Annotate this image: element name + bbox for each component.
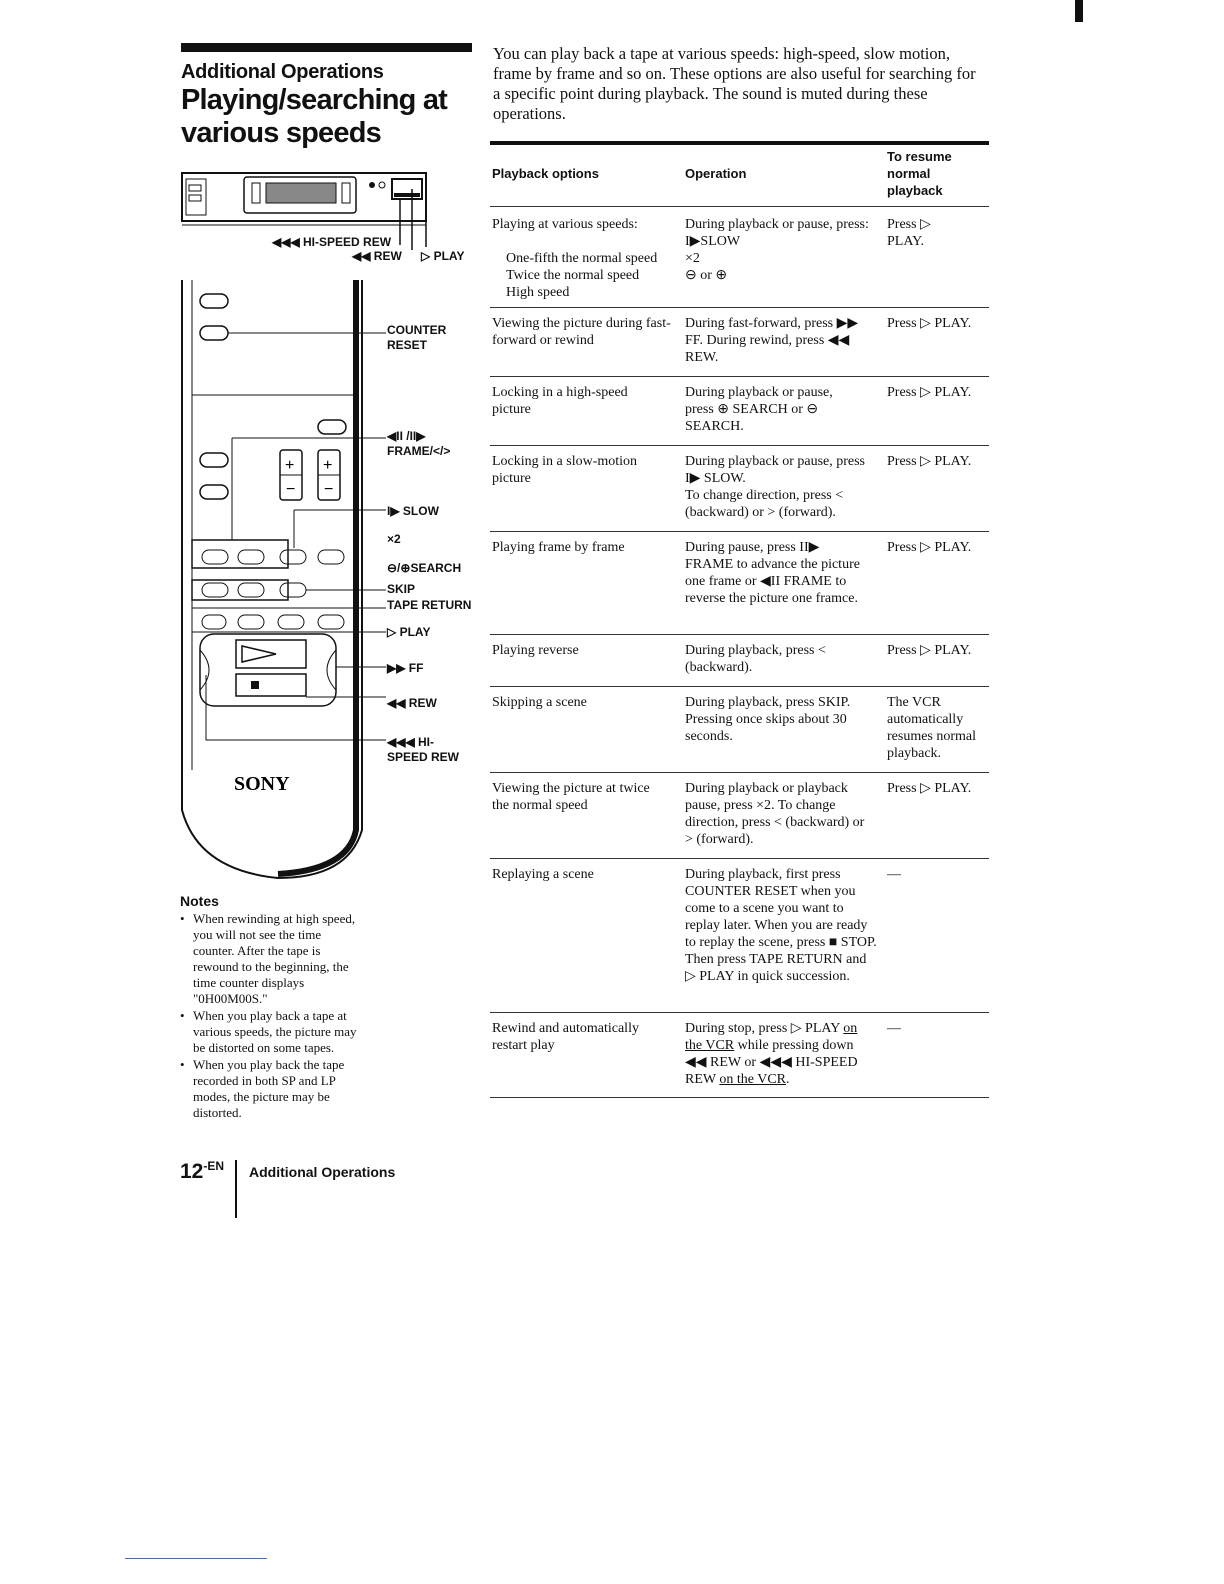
label-ff: ▶▶ FF <box>387 661 424 675</box>
page-edge-mark <box>1075 0 1083 22</box>
table-row <box>490 446 989 532</box>
row-sub-operation: ×2 <box>685 251 700 266</box>
header-resume: To resume normal playback <box>887 149 952 198</box>
row-operation-underlined: on the VCR <box>685 1021 858 1053</box>
page-number-suffix: -EN <box>203 1159 225 1173</box>
label-frame-line2: FRAME/</> <box>387 444 451 458</box>
row-operation-text: To change direction, press < (backward) or > (forward). <box>685 488 844 520</box>
row-sub-option: Twice the normal speed <box>506 268 640 283</box>
label-hi-speed-rew-line1: ◀◀◀ HI- <box>387 735 435 749</box>
table-row <box>490 773 989 859</box>
row-operation: During playback, first press COUNTER RESET when you come to a scene you want to replay later. When you are ready to replay the scene, press ■ STOP. Then press TAPE RETURN and ▷ PLAY in quick succession. <box>685 867 877 984</box>
row-option <box>492 216 672 301</box>
label-hi-speed-rew <box>387 735 459 765</box>
row-resume: Press ▷ PLAY. <box>887 781 972 796</box>
label-counter-reset-line1: COUNTER <box>387 323 447 337</box>
note-item: • When rewinding at high speed, you will not see the time counter. After the tape is rewound to the beginning, the time counter displays "0H00M00S." <box>180 911 360 1007</box>
label-frame <box>387 429 450 459</box>
table-row <box>490 1013 989 1098</box>
row-operation: During pause, press II▶ FRAME to advance the picture one frame or ◀II FRAME to reverse the picture one framce. <box>685 540 860 606</box>
row-operation-text: During stop, press ▷ PLAY <box>685 1021 844 1036</box>
row-operation: During playback, press SKIP. Pressing once skips about 30 seconds. <box>685 695 851 744</box>
label-frame-line1: ◀II /II▶ <box>387 429 426 443</box>
vcr-play-label: ▷ PLAY <box>421 249 465 263</box>
row-option: Viewing the picture at twice the normal speed <box>492 781 650 813</box>
bottom-rule <box>125 1558 267 1559</box>
row-resume: — <box>887 867 901 882</box>
label-tape-return: TAPE RETURN <box>387 598 472 612</box>
remote-illustration <box>178 270 478 890</box>
svg-text:−: − <box>286 481 296 498</box>
vcr-rew-label: ◀◀ REW <box>352 249 402 263</box>
svg-text:+: + <box>285 457 295 474</box>
row-option-text: Playing at various speeds: <box>492 217 638 232</box>
row-operation-text: During playback or pause, press I▶ SLOW. <box>685 454 866 486</box>
intro-paragraph: You can play back a tape at various speeds: high-speed, slow motion, frame by frame and so on. These options are also useful for searching for a specific point during playback. The sound is muted during these operations. <box>493 44 976 123</box>
row-operation: During playback or pause, press ⊕ SEARCH or ⊖ SEARCH. <box>685 385 833 434</box>
table-row <box>490 308 989 377</box>
label-x2: ×2 <box>387 532 401 546</box>
row-sub-option: One-fifth the normal speed <box>506 251 658 266</box>
row-resume: — <box>887 1021 901 1036</box>
table-row <box>490 859 989 1013</box>
row-option: Locking in a slow-motion picture <box>492 454 638 486</box>
row-operation: During playback or playback pause, press ×2. To change direction, press < (backward) or > (forward). <box>685 781 865 847</box>
svg-text:+: + <box>323 457 333 474</box>
label-counter-reset-line2: RESET <box>387 338 428 352</box>
row-operation-underlined: on the VCR <box>719 1072 786 1087</box>
vcr-hi-speed-rew-label: ◀◀◀ HI-SPEED REW <box>272 235 392 249</box>
label-search: ⊖/⊕SEARCH <box>387 561 462 575</box>
label-play: ▷ PLAY <box>387 625 431 639</box>
label-skip: SKIP <box>387 582 416 596</box>
note-item: • When you play back a tape at various speeds, the picture may be distorted on some tapes. <box>180 1008 360 1056</box>
row-resume: Press ▷ PLAY. <box>887 643 972 658</box>
vcr-illustration <box>178 165 478 265</box>
table-header-row <box>490 145 989 207</box>
playback-options-table <box>490 141 989 1098</box>
row-option: Playing frame by frame <box>492 540 625 555</box>
row-operation <box>685 1020 865 1088</box>
page-number-value: 12 <box>180 1160 204 1183</box>
row-option: Skipping a scene <box>492 695 587 710</box>
row-sub-operation: I▶SLOW <box>685 234 741 249</box>
section-heading: Additional Operations <box>181 61 384 83</box>
row-operation-text: . <box>786 1072 790 1087</box>
label-rew: ◀◀ REW <box>387 696 437 710</box>
row-operation: During fast-forward, press ▶▶ FF. During rewind, press ◀◀ REW. <box>685 316 859 365</box>
notes-title: Notes <box>180 893 219 909</box>
remote-drawing <box>178 270 478 890</box>
row-resume: The VCR automatically resumes normal playback. <box>887 695 977 761</box>
table-row <box>490 377 989 446</box>
page-title: Playing/searching at various speeds <box>181 84 448 149</box>
label-hi-speed-rew-line2: SPEED REW <box>387 750 460 764</box>
header-playback-options: Playback options <box>492 166 599 181</box>
notes-list <box>180 911 360 1122</box>
row-option: Playing reverse <box>492 643 579 658</box>
header-operation: Operation <box>685 166 747 181</box>
row-resume: Press ▷ PLAY. <box>887 316 972 331</box>
row-operation <box>685 453 870 521</box>
table-row <box>490 207 989 308</box>
row-option: Rewind and automatically restart play <box>492 1021 639 1053</box>
row-option: Locking in a high-speed picture <box>492 385 628 417</box>
remote-brand-logo: SONY <box>234 773 290 795</box>
row-resume: Press ▷ PLAY. <box>887 540 972 555</box>
row-sub-option: High speed <box>506 285 570 300</box>
table-row <box>490 532 989 635</box>
row-resume: Press ▷ PLAY. <box>887 217 931 249</box>
row-operation-text: while pressing down ◀◀ REW or ◀◀◀ HI-SPEED REW <box>685 1038 858 1087</box>
row-option: Replaying a scene <box>492 867 594 882</box>
row-option: Viewing the picture during fast-forward or rewind <box>492 316 671 348</box>
section-rule <box>181 43 472 52</box>
table-row <box>490 687 989 773</box>
row-operation <box>685 216 875 284</box>
note-item: • When you play back the tape recorded in both SP and LP modes, the picture may be distorted. <box>180 1057 360 1121</box>
label-counter-reset <box>387 323 446 353</box>
label-slow: I▶ SLOW <box>387 504 439 518</box>
row-operation-text: During playback or pause, press: <box>685 217 869 232</box>
row-sub-operation: ⊖ or ⊕ <box>685 268 728 283</box>
table-row <box>490 635 989 687</box>
svg-text:−: − <box>324 481 334 498</box>
row-resume: Press ▷ PLAY. <box>887 385 972 400</box>
footer-section: Additional Operations <box>249 1164 396 1180</box>
row-resume: Press ▷ PLAY. <box>887 454 972 469</box>
row-operation: During playback, press < (backward). <box>685 643 826 675</box>
page-number <box>180 1159 224 1184</box>
footer-divider <box>235 1160 237 1218</box>
